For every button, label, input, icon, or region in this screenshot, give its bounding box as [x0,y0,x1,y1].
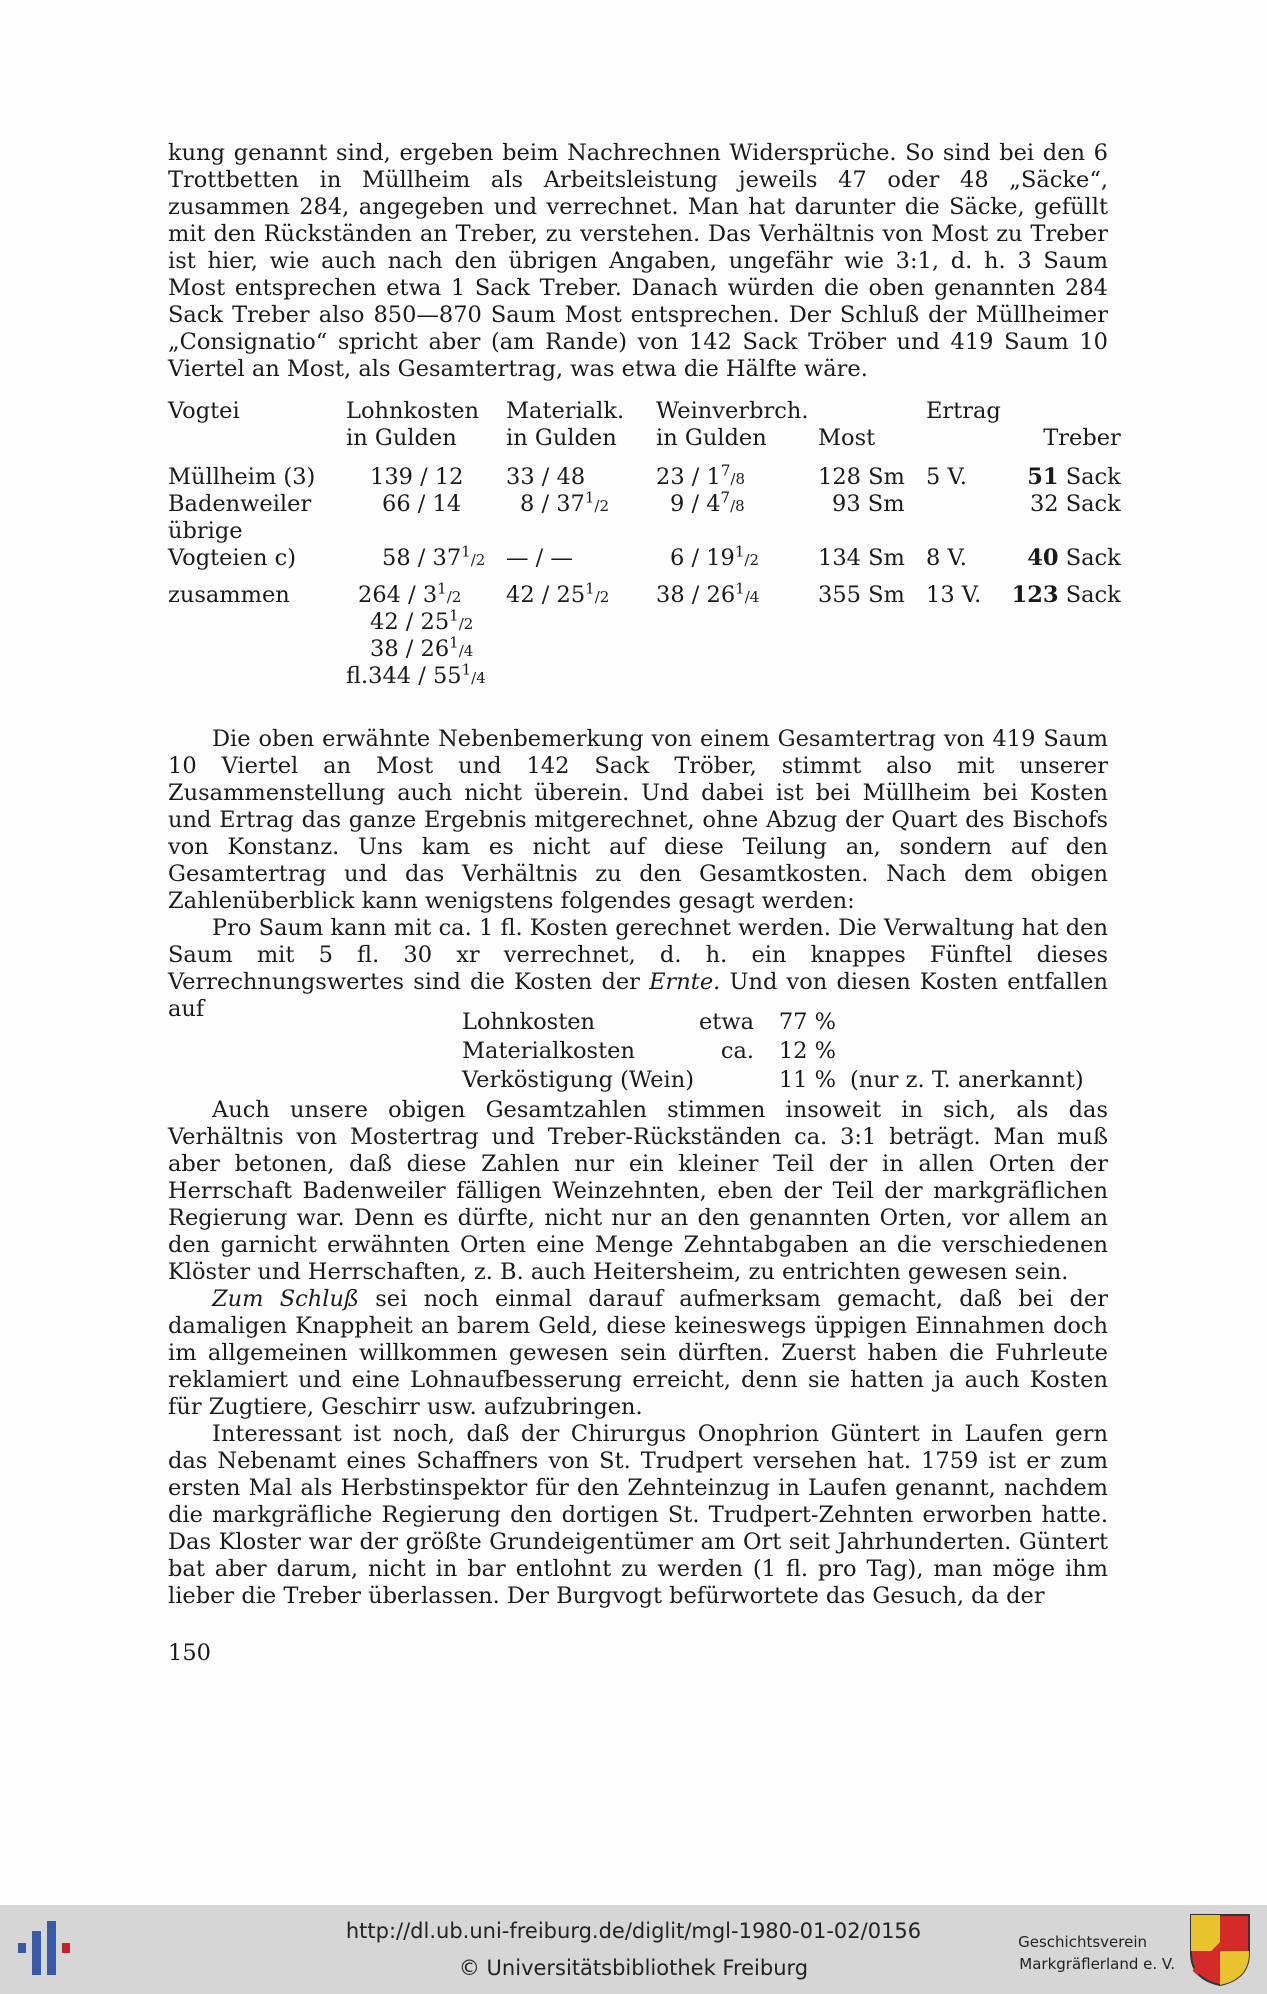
paragraph-group-2 [168,726,1108,1023]
cost-row: Materialkosten ca. 12 % [462,1038,837,1064]
society-name-line2: Markgräflerland e. V. [1019,1955,1175,1973]
paragraph-6: Interessant ist noch, daß der Chirurgus Onophrion Güntert in Laufen gern das Nebenamt eines Schaffners von St. Trudpert versehen hat. 1759 ist er zum ersten Mal als Herbstinspektor für den Zehnteinzug in Laufen genannt, nachdem die markgräfliche Regierung den dortigen St. Trudpert-Zehnten erworben hatte. Das Kloster war der größte Grundeigentümer am Ort seit Jahrhunderten. Güntert bat aber darum, nicht in bar entlohnt zu werden (1 fl. pro Tag), man möge ihm lieber die Treber überlassen. Der Burgvogt befürwortete das Gesuch, da der [168,1421,1108,1609]
cost-breakdown [460,1007,1086,1096]
table-row: Badenweiler 66 / 14 $8 / 37^1/2$ $9 / 4^7/8$ 93 Sm 32 Sack [168,488,1121,517]
table-row: übrige Vogteien c) $58 / 37^1/2$ — / — $6 / 19^1/2$ 134 Sm 8 V. 40 Sack [168,518,1121,571]
paragraph-intro [168,140,1108,383]
header-ertrag: Ertrag [926,398,1001,424]
society-name-line1: Geschichtsverein [1018,1933,1147,1951]
table-row-total: zusammen $264 / 3^1/2$ $42 / 25^1/2$ $38 / 26^1/4$ $fl.344 / 55^1/4$ $42 / 25^1/2$ $38 / 26^1/4$ 355 Sm 13 V. 123 Sack [168,579,1121,689]
footer-bar [0,1905,1267,1994]
cost-row: Lohnkosten etwa 77 % [462,1009,837,1035]
header-weinverbrch: Weinverbrch. in Gulden [656,398,809,451]
paragraph-group-3 [168,1097,1108,1610]
header-most: Most [818,425,876,451]
paragraph-2: Die oben erwähnte Nebenbemerkung von einem Gesamtertrag von 419 Saum 10 Viertel an Most und 142 Sack Tröber, stimmt also mit unserer Zusammenstellung auch nicht überein. Und dabei ist bei Müllheim bei Kosten und Ertrag das ganze Ergebnis mitgerechnet, ohne Abzug der Quart des Bischofs von Konstanz. Uns kam es nicht auf diese Teilung an, sondern auf den Gesamtertrag und das Verhältnis zu den Gesamtkosten. Nach dem obigen Zahlenüberblick kann wenigstens folgendes gesagt werden: [168,726,1108,914]
header-materialk: Materialk. in Gulden [506,398,625,451]
paragraph-4: Auch unsere obigen Gesamtzahlen stimmen insoweit in sich, als das Verhältnis von Mostertrag und Treber-Rückständen ca. 3:1 beträgt. Man muß aber betonen, daß diese Zahlen nur ein kleiner Teil der in allen Orten der Herrschaft Badenweiler fälligen Weinzehnten, eben der Teil der markgräflichen Regierung war. Denn es dürfte, nicht nur an den genannten Orten, vor allem an den garnicht erwähnten Orten eine Menge Zehntabgaben an die verschiedenen Klöster und Herrschaften, z. B. auch Heitersheim, zu entrichten gewesen sein. [168,1097,1108,1285]
table-row: Müllheim (3) 139 / 12 33 / 48 $23 / 1^7/8$ 128 Sm 5 V. 51 Sack [168,461,1121,490]
header-vogtei: Vogtei [168,398,240,424]
vogtei-cost-table [168,398,1121,690]
table-header-row [168,398,1121,452]
page-number: 150 [168,1640,211,1666]
source-url-link[interactable]: http://dl.ub.uni-freiburg.de/diglit/mgl-1980-01-02/0156 [345,1919,922,1943]
coat-of-arms-icon [1189,1913,1251,1987]
cost-row: Verköstigung (Wein) 11 % (nur z. T. anerkannt) [462,1067,1084,1093]
copyright-text: © Universitätsbibliothek Freiburg [458,1956,809,1980]
paragraph-1: kung genannt sind, ergeben beim Nachrechnen Widersprüche. So sind bei den 6 Trottbetten in Müllheim als Arbeitsleistung jeweils 47 oder 48 „Säcke“, zusammen 284, angegeben und verrechnet. Man hat darunter die Säcke, gefüllt mit den Rückständen an Treber, zu verstehen. Das Verhältnis von Most zu Treber ist hier, wie auch nach den übrigen Angaben, ungefähr wie 3:1, d. h. 3 Saum Most entsprechen etwa 1 Sack Treber. Danach würden die oben genannten 284 Sack Treber also 850—870 Saum Most entsprechen. Der Schluß der Müllheimer „Consignatio“ spricht aber (am Rande) von 142 Sack Tröber und 419 Saum 10 Viertel an Most, als Gesamtertrag, was etwa die Hälfte wäre. [168,140,1108,382]
header-treber: Treber [1043,425,1121,451]
paragraph-5: Zum Schluß sei noch einmal darauf aufmerksam gemacht, daß bei der damaligen Knappheit an barem Geld, diese keineswegs üppigen Einnahmen doch im allgemeinen willkommen gewesen sein dürften. Zuerst haben die Fuhrleute reklamiert und eine Lohnaufbesserung erreicht, denn sie hatten ja auch Kosten für Zugtiere, Geschirr usw. aufzubringen. [168,1286,1108,1420]
paragraph-3: Pro Saum kann mit ca. 1 fl. Kosten gerechnet werden. Die Verwaltung hat den Saum mit 5 fl. 30 xr verrechnet, d. h. ein knappes Fünftel dieses Verrechnungswertes sind die Kosten der Ernte. Und von diesen Kosten entfallen auf [168,915,1108,1022]
header-lohnkosten: Lohnkosten in Gulden [346,398,480,451]
